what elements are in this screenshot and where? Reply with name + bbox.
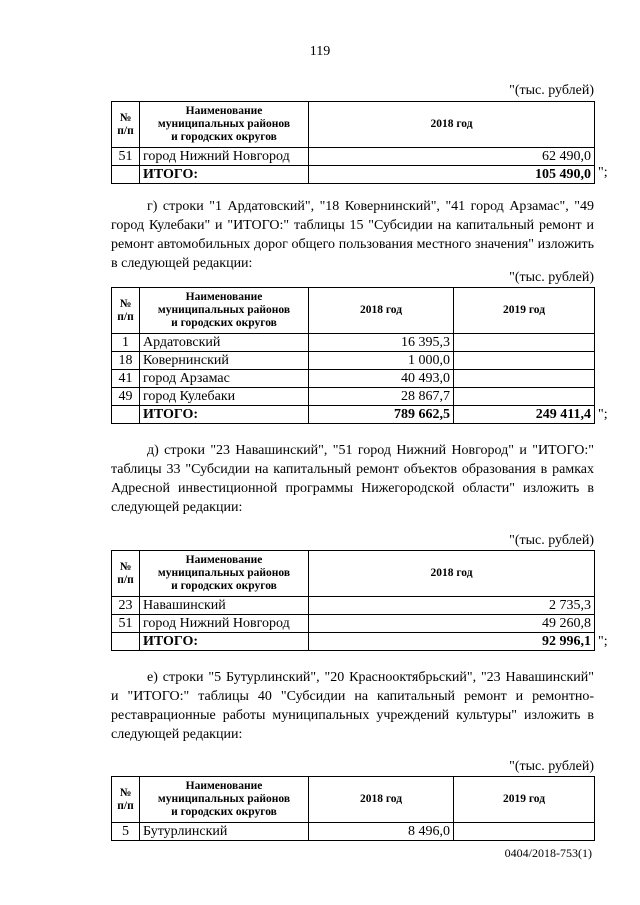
table-row: 41 город Арзамас 40 493,0 — [112, 370, 595, 388]
table-4 — [111, 776, 595, 841]
table-row: 5 Бутурлинский 8 496,0 — [112, 823, 595, 841]
header-num: № п/п — [112, 288, 140, 334]
header-name: Наименование муниципальных районов и городских округов — [140, 777, 309, 823]
unit-label-2: "(тыс. рублей) — [509, 270, 594, 285]
paragraph-g: г) строки "1 Ардатовский", "18 Ковернинский", "41 город Арзамас", "49 город Кулебаки" и "ИТОГО:" таблицы 15 "Субсидии на капитальный ремонт и ремонт автомобильных дорог общего пользования местного значения" изложить в следующей редакции: — [111, 199, 594, 271]
document-code: 0404/2018-753(1) — [504, 846, 592, 860]
header-name: Наименование муниципальных районов и городских округов — [140, 102, 309, 148]
paragraph-d: д) строки "23 Навашинский", "51 город Нижний Новгород" и "ИТОГО:" таблицы 33 "Субсидии на капитальный ремонт объектов образования в рамках Адресной инвестиционной программы Нижегородской области" изложить в следующей редакции: — [111, 443, 594, 515]
header-2018: 2018 год — [309, 551, 595, 597]
closing-mark-3: "; — [598, 634, 608, 649]
total-row: ИТОГО: 105 490,0 — [112, 166, 595, 184]
table-row: 1 Ардатовский 16 395,3 — [112, 334, 595, 352]
unit-label-3: "(тыс. рублей) — [509, 533, 594, 548]
header-2018: 2018 год — [309, 288, 454, 334]
header-2019: 2019 год — [454, 288, 595, 334]
header-2019: 2019 год — [454, 777, 595, 823]
header-2018: 2018 год — [309, 102, 595, 148]
header-2018: 2018 год — [309, 777, 454, 823]
total-row: ИТОГО: 92 996,1 — [112, 633, 595, 651]
unit-label-4: "(тыс. рублей) — [509, 759, 594, 774]
closing-mark-2: "; — [598, 407, 608, 422]
total-row: ИТОГО: 789 662,5 249 411,4 — [112, 406, 595, 424]
paragraph-e: е) строки "5 Бутурлинский", "20 Краснооктябрьский", "23 Навашинский" и "ИТОГО:" таблицы 40 "Субсидии на капитальный ремонт и ремонтно-реставрационные работы муниципальных учреждений культуры" изложить в следующей редакции: — [111, 670, 594, 742]
header-num: № п/п — [112, 777, 140, 823]
table-1 — [111, 101, 595, 184]
table-row: 51 город Нижний Новгород 49 260,8 — [112, 615, 595, 633]
header-num: № п/п — [112, 102, 140, 148]
header-name: Наименование муниципальных районов и городских округов — [140, 551, 309, 597]
page-number: 119 — [309, 44, 331, 59]
header-name: Наименование муниципальных районов и городских округов — [140, 288, 309, 334]
table-row: 23 Навашинский 2 735,3 — [112, 597, 595, 615]
header-num: № п/п — [112, 551, 140, 597]
table-row: 49 город Кулебаки 28 867,7 — [112, 388, 595, 406]
table-2 — [111, 287, 595, 424]
closing-mark-1: "; — [598, 165, 608, 180]
table-row: 51 город Нижний Новгород 62 490,0 — [112, 148, 595, 166]
table-row: 18 Ковернинский 1 000,0 — [112, 352, 595, 370]
table-3 — [111, 550, 595, 651]
unit-label-1: "(тыс. рублей) — [509, 83, 594, 98]
